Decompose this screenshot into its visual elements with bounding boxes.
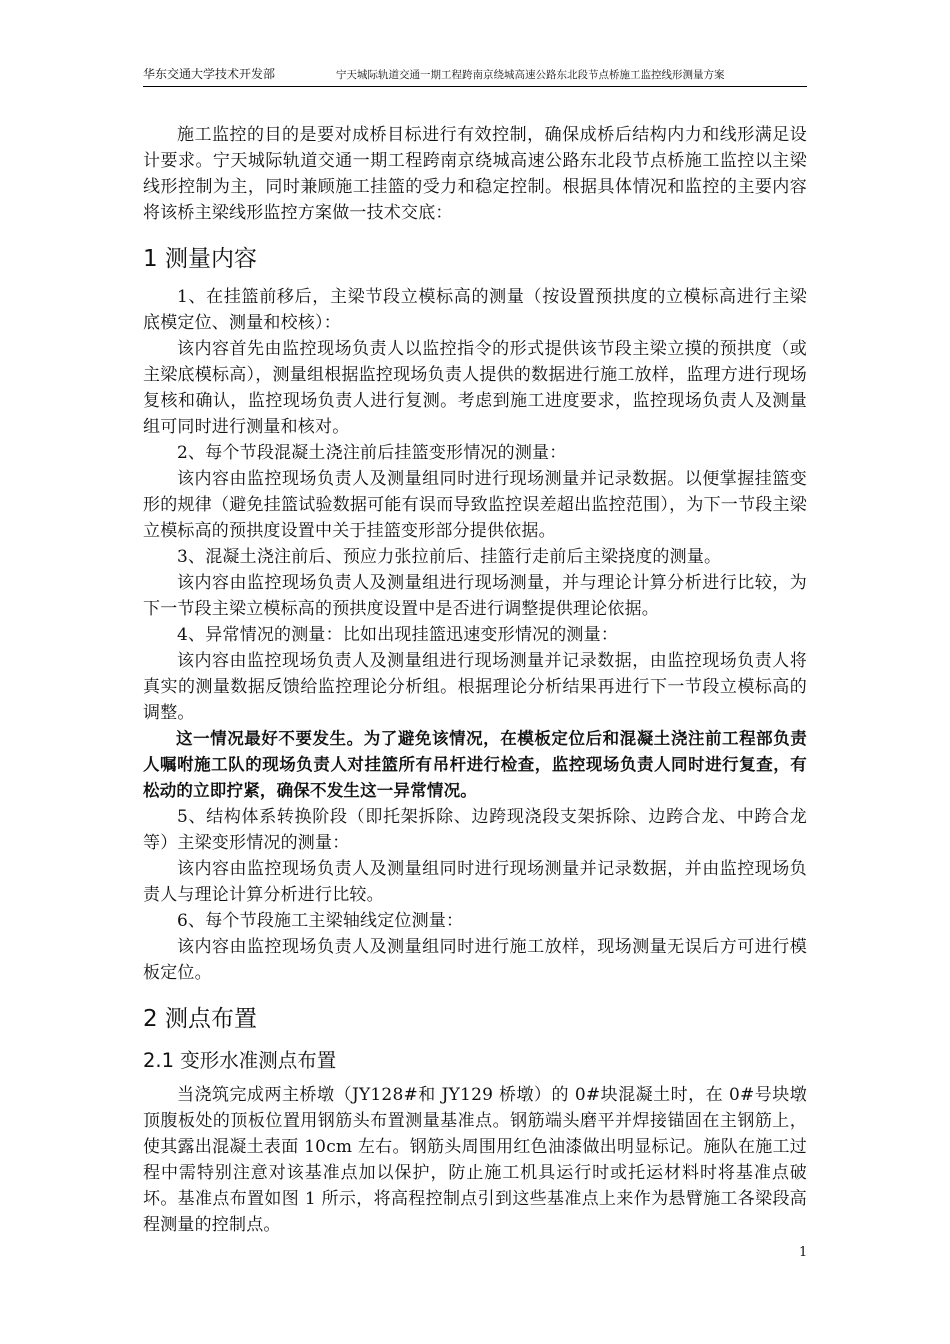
- section-2-1-paragraph: 当浇筑完成两主桥墩（JY128#和 JY129 桥墩）的 0#块混凝土时，在 0#号块墩顶腹板处的顶板位置用钢筋头布置测量基准点。钢筋端头磨平并焊接锚固在主钢筋上，使其露出混凝土表面 10cm 左右。钢筋头周围用红色油漆做出明显标记。施队在施工过程中需特别注意对该基准点加以保护，防止施工机具运行时或托运材料时将基准点破坏。基准点布置如图 1 所示，将高程控制点引到这些基准点上来作为悬臂施工各梁段高程测量的控制点。: [143, 1085, 807, 1235]
- section-1-paragraph: 该内容由监控现场负责人及测量组同时进行现场测量并记录数据。以便掌握挂篮变形的规律（避免挂篮试验数据可能有误而导致监控误差超出监控范围），为下一节段主梁立模标高的预拱度设置中关于挂篮变形部分提供依据。: [143, 469, 807, 541]
- section-1-paragraph: 1、在挂篮前移后，主梁节段立模标高的测量（按设置预拱度的立模标高进行主梁底模定位、测量和校核）：: [143, 287, 807, 333]
- section-1-paragraph: 该内容由监控现场负责人及测量组进行现场测量并记录数据，由监控现场负责人将真实的测量数据反馈给监控理论分析组。根据理论分析结果再进行下一节段立模标高的调整。: [143, 651, 807, 723]
- section-1-paragraph: 该内容由监控现场负责人及测量组同时进行现场测量并记录数据，并由监控现场负责人与理论计算分析进行比较。: [143, 859, 807, 905]
- warning-paragraph: 这一情况最好不要发生。为了避免该情况，在模板定位后和混凝土浇注前工程部负责人嘱咐施工队的现场负责人对挂篮所有吊杆进行检查，监控现场负责人同时进行复查，有松动的立即拧紧，确保不发生这一异常情况。: [143, 729, 807, 800]
- header-org: 华东交通大学技术开发部: [143, 67, 276, 81]
- section-2-heading: 2 测点布置: [143, 1006, 257, 1032]
- section-1-paragraph: 该内容首先由监控现场负责人以监控指令的形式提供该节段主梁立摸的预拱度（或主梁底模标高），测量组根据监控现场负责人提供的数据进行施工放样，监理方进行现场复核和确认，监控现场负责人进行复测。考虑到施工进度要求，监控现场负责人及测量组可同时进行测量和核对。: [143, 339, 807, 437]
- section-1-paragraph: 2、每个节段混凝土浇注前后挂篮变形情况的测量：: [177, 443, 567, 463]
- intro-paragraph: 施工监控的目的是要对成桥目标进行有效控制，确保成桥后结构内力和线形满足设计要求。宁天城际轨道交通一期工程跨南京绕城高速公路东北段节点桥施工监控以主梁线形控制为主，同时兼顾施工挂篮的受力和稳定控制。根据具体情况和监控的主要内容将该桥主梁线形监控方案做一技术交底：: [143, 125, 807, 223]
- section-1-paragraph: 6、每个节段施工主梁轴线定位测量：: [177, 911, 464, 931]
- section-1-heading: 1 测量内容: [143, 246, 257, 272]
- header-doc-title: 宁天城际轨道交通一期工程跨南京绕城高速公路东北段节点桥施工监控线形测量方案: [336, 69, 725, 81]
- page-header: [143, 66, 807, 87]
- section-1-paragraph: 该内容由监控现场负责人及测量组进行现场测量，并与理论计算分析进行比较，为下一节段主梁立模标高的预拱度设置中是否进行调整提供理论依据。: [143, 573, 807, 619]
- section-1-paragraph: 5、结构体系转换阶段（即托架拆除、边跨现浇段支架拆除、边跨合龙、中跨合龙等）主梁变形情况的测量：: [143, 807, 807, 853]
- section-1-paragraph: 4、异常情况的测量：比如出现挂篮迅速变形情况的测量：: [177, 625, 619, 645]
- section-1-paragraph: 该内容由监控现场负责人及测量组同时进行施工放样，现场测量无误后方可进行模板定位。: [143, 937, 807, 983]
- page-number: 1: [799, 1245, 808, 1260]
- page-body: [143, 122, 807, 1238]
- section-1-paragraph: 3、混凝土浇注前后、预应力张拉前后、挂篮行走前后主梁挠度的测量。: [177, 547, 722, 567]
- section-2-1-heading: 2.1 变形水准测点布置: [143, 1049, 337, 1072]
